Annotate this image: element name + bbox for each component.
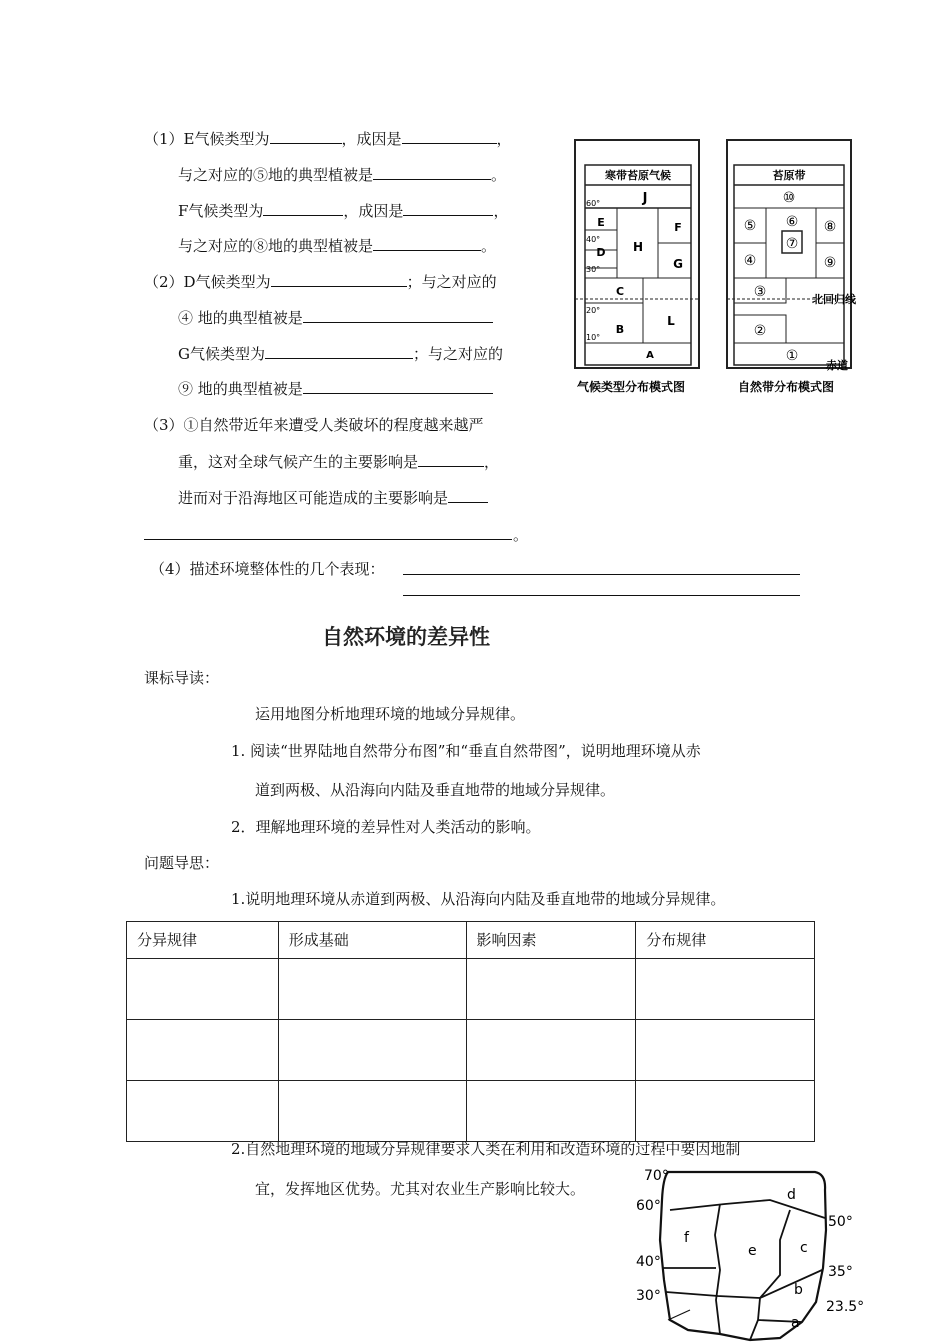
map-lat-40: 40° — [636, 1254, 661, 1270]
table-cell[interactable] — [466, 1020, 636, 1081]
climate-caption: 气候类型分布模式图 — [576, 380, 686, 394]
q1-f-climate-blank[interactable] — [263, 200, 343, 216]
map-region-e: e — [748, 1243, 757, 1259]
zone-label-8: ⑧ — [823, 219, 837, 235]
climate-label-g: G — [673, 257, 683, 271]
climate-lat-30: 30° — [586, 265, 601, 274]
q1-e-veg-punct: 。 — [491, 166, 507, 184]
q1-e-reason-blank[interactable] — [402, 128, 497, 144]
q1-e-climate-blank[interactable] — [270, 128, 342, 144]
q2-g-climate-blank[interactable] — [265, 343, 413, 359]
continent-map — [630, 1160, 870, 1342]
q3-coast-blank-a[interactable] — [448, 487, 488, 503]
guide-heading: 课标导读： — [144, 669, 220, 687]
continent-outline — [660, 1172, 826, 1340]
q1-f-reason-blank[interactable] — [403, 200, 493, 216]
guide-item2: 2．理解地理环境的差异性对人类活动的影响。 — [231, 818, 541, 836]
map-lat-35: 35° — [828, 1264, 853, 1280]
climate-lat-40: 40° — [586, 235, 601, 244]
q1-f-punct: ， — [493, 202, 509, 220]
table-cell[interactable] — [278, 959, 466, 1020]
zone-caption: 自然带分布模式图 — [737, 380, 835, 394]
climate-label-a: A — [646, 350, 654, 361]
map-lat-70: 70° — [644, 1168, 669, 1184]
q1-e-veg-line — [178, 164, 506, 185]
table-row — [127, 1020, 815, 1081]
question1: 1.说明地理环境从赤道到两极、从沿海向内陆及垂直地带的地域分异规律。 — [231, 890, 726, 908]
table-cell[interactable] — [127, 1020, 279, 1081]
table-cell[interactable] — [127, 959, 279, 1020]
zone-equator-label: 赤道 — [826, 359, 848, 372]
map-region-f: f — [684, 1230, 689, 1246]
map-lat-50: 50° — [828, 1214, 853, 1230]
zone-tropic-label: 北回归线 — [812, 293, 856, 306]
q3-line2-text: 重，这对全球气候产生的主要影响是 — [178, 453, 419, 471]
table-cell[interactable] — [127, 1081, 279, 1142]
q2-d-line — [144, 271, 497, 292]
climate-label-l: L — [667, 314, 675, 328]
q3-climate-blank[interactable] — [418, 451, 484, 467]
table-row — [127, 1081, 815, 1142]
climate-diagram — [565, 135, 710, 400]
q1-f-climate-label: F气候类型为 — [178, 202, 264, 220]
table-cell[interactable] — [278, 1020, 466, 1081]
climate-label-b: B — [615, 323, 625, 336]
zone-label-4: ④ — [743, 253, 757, 269]
zone-label-9: ⑨ — [823, 255, 837, 271]
q3-line4-punct: 。 — [513, 526, 529, 544]
q4-blank-2[interactable] — [403, 595, 800, 596]
q3-line3-text: 进而对于沿海地区可能造成的主要影响是 — [178, 489, 449, 507]
q2-g-veg-label: ⑨ 地的典型植被是 — [178, 380, 303, 398]
q1-e-punct: ， — [496, 130, 512, 148]
q3-line1: （3）①自然带近年来遭受人类破坏的程度越来越严 — [144, 416, 484, 434]
table-header-cell: 分异规律 — [127, 922, 279, 959]
map-lat-23: 23.5° — [826, 1299, 865, 1315]
table-cell[interactable] — [636, 1020, 815, 1081]
zone-top-label: 苔原带 — [772, 169, 806, 182]
q1-f-veg-line — [178, 235, 496, 256]
q1-e-veg-blank[interactable] — [373, 164, 491, 180]
table-header-cell: 分布规律 — [636, 922, 815, 959]
zone-label-3: ③ — [753, 284, 767, 300]
map-lat-30: 30° — [636, 1288, 661, 1304]
question2-b: 宜，发挥地区优势。尤其对农业生产影响比较大。 — [255, 1180, 586, 1198]
climate-label-h: H — [632, 240, 644, 254]
q3-coast-blank-b[interactable] — [144, 539, 512, 540]
table-cell[interactable] — [636, 1081, 815, 1142]
zone-label-2: ② — [753, 323, 767, 339]
zone-label-1: ① — [785, 348, 799, 364]
zone-diagram — [720, 135, 875, 400]
zone-label-10: ⑩ — [782, 190, 796, 206]
zone-label-6: ⑥ — [785, 214, 799, 230]
q2-g-veg-blank[interactable] — [303, 378, 493, 394]
climate-label-c: C — [615, 285, 625, 298]
q3-line2 — [178, 451, 499, 472]
table-cell[interactable] — [466, 959, 636, 1020]
table-cell[interactable] — [278, 1081, 466, 1142]
q4-blank-1[interactable] — [403, 574, 800, 575]
question2-a: 2.自然地理环境的地域分异规律要求人类在利用和改造环境的过程中要因地制 — [231, 1140, 741, 1158]
guide-intro: 运用地图分析地理环境的地域分异规律。 — [255, 705, 526, 723]
q1-f-reason-label: ，成因是 — [343, 202, 404, 220]
q2-g-line — [178, 343, 503, 364]
q4-text: （4）描述环境整体性的几个表现： — [150, 560, 385, 578]
climate-lat-20: 20° — [586, 306, 601, 315]
table-header-cell: 形成基础 — [278, 922, 466, 959]
zone-label-5: ⑤ — [743, 218, 757, 234]
q3-line3 — [178, 487, 488, 508]
q2-d-end: ；与之对应的 — [406, 273, 497, 291]
climate-label-e: E — [597, 216, 605, 229]
map-region-a: a — [791, 1315, 800, 1331]
q1-f-line — [178, 200, 508, 221]
question-heading: 问题导思： — [144, 854, 220, 872]
map-lat-60: 60° — [636, 1198, 661, 1214]
q1-e-reason-label: ，成因是 — [341, 130, 402, 148]
map-region-c: c — [800, 1240, 808, 1256]
table-header-row — [127, 922, 815, 959]
q1-f-veg-label: 与之对应的⑧地的典型植被是 — [178, 237, 374, 255]
q1-e-line — [144, 128, 512, 149]
q2-g-climate-label: G气候类型为 — [178, 345, 265, 363]
q1-f-veg-blank[interactable] — [373, 235, 481, 251]
q2-d-veg-label: ④ 地的典型植被是 — [178, 309, 303, 327]
table-cell[interactable] — [466, 1081, 636, 1142]
guide-item1-b: 道到两极、从沿海向内陆及垂直地带的地域分异规律。 — [255, 781, 616, 799]
table-cell[interactable] — [636, 959, 815, 1020]
q1-e-climate-label: （1）E气候类型为 — [144, 130, 270, 148]
q2-g-end: ；与之对应的 — [412, 345, 503, 363]
q2-d-climate-blank[interactable] — [271, 271, 407, 287]
table-row — [127, 959, 815, 1020]
q3-line2-punct: ， — [484, 453, 500, 471]
zone-label-7: ⑦ — [785, 236, 799, 252]
climate-lat-10: 10° — [586, 333, 601, 342]
q2-d-climate-label: （2）D气候类型为 — [144, 273, 271, 291]
climate-label-j: J — [642, 191, 648, 206]
climate-label-f: F — [674, 221, 682, 234]
section-title: 自然环境的差异性 — [322, 625, 490, 649]
climate-top-label: 寒带苔原气候 — [605, 169, 671, 182]
q2-d-veg-line — [178, 307, 493, 328]
q1-f-veg-punct: 。 — [481, 237, 497, 255]
q2-g-veg-line — [178, 378, 493, 399]
guide-item1-a: 1. 阅读“世界陆地自然带分布图”和“垂直自然带图”，说明地理环境从赤 — [231, 742, 701, 760]
q1-e-veg-label: 与之对应的⑤地的典型植被是 — [178, 166, 374, 184]
q2-d-veg-blank[interactable] — [303, 307, 493, 323]
map-region-d: d — [787, 1187, 796, 1203]
regularity-table — [126, 921, 815, 1142]
table-header-cell: 影响因素 — [466, 922, 636, 959]
climate-lat-60: 60° — [586, 199, 601, 208]
map-region-b: b — [794, 1282, 803, 1298]
climate-label-d: D — [596, 246, 606, 259]
